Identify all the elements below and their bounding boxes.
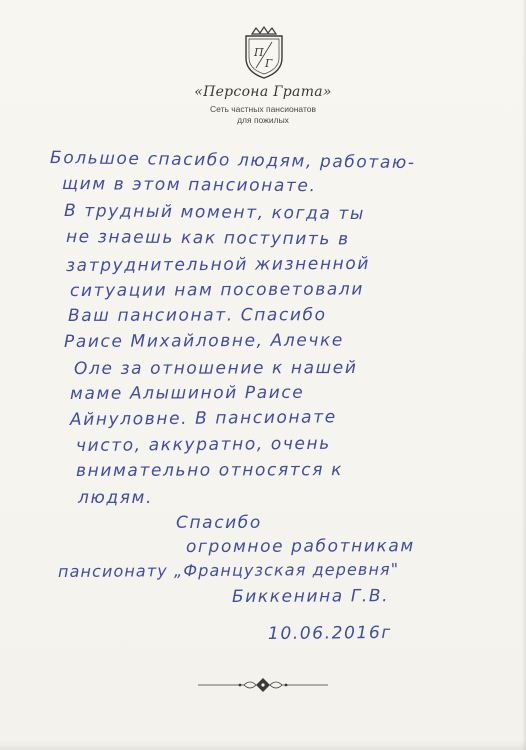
letter-line-11: Айнуловне. В пансионате [69, 407, 337, 430]
letter-line-10: маме Алышиной Раисе [69, 382, 305, 404]
letter-line-9: Оле за отношение к нашей [73, 358, 358, 379]
signature: Биккенина Г.В. [231, 586, 390, 607]
logo-monogram: П [254, 46, 264, 59]
letter-line-3: В трудный момент, когда ты [63, 201, 366, 225]
decorative-divider-icon [196, 676, 330, 694]
letter-line-1: Большое спасибо людям, работаю- [49, 148, 416, 174]
svg-text:Г: Г [265, 57, 273, 70]
crown-shield-monogram-icon [238, 26, 290, 80]
letter-line-8: Раисе Михайловне, Алечке [63, 330, 345, 352]
letter-line-4: не знаешь как поступить в [65, 227, 350, 250]
letter-line-6: ситуации нам посоветовали [69, 279, 365, 301]
letter-line-14: людям. [78, 488, 153, 508]
scan-edge [0, 740, 526, 750]
brand-name: «Персона Грата» [194, 84, 332, 100]
letter-line-17: пансионату „Французская деревня" [57, 559, 400, 581]
scan-edge [522, 0, 526, 750]
letter-line-15: Спасибо [176, 513, 262, 533]
letter-line-7: Ваш пансионат. Спасибо [67, 305, 327, 326]
brand-subtitle-line2: для пожилых [237, 115, 289, 125]
letter-line-16: огромное работникам [185, 536, 415, 557]
letter-line-5: затруднительной жизненной [65, 253, 371, 276]
letter-line-13: внимательно относятся к [75, 460, 343, 481]
letter-date: 10.06.2016г [267, 622, 392, 644]
letter-line-2: щим в этом пансионате. [61, 174, 317, 197]
brand-subtitle [0, 104, 526, 126]
brand-subtitle-line1: Сеть частных пансионатов [209, 104, 316, 114]
letter-line-12: чисто, аккуратно, очень [75, 433, 331, 456]
